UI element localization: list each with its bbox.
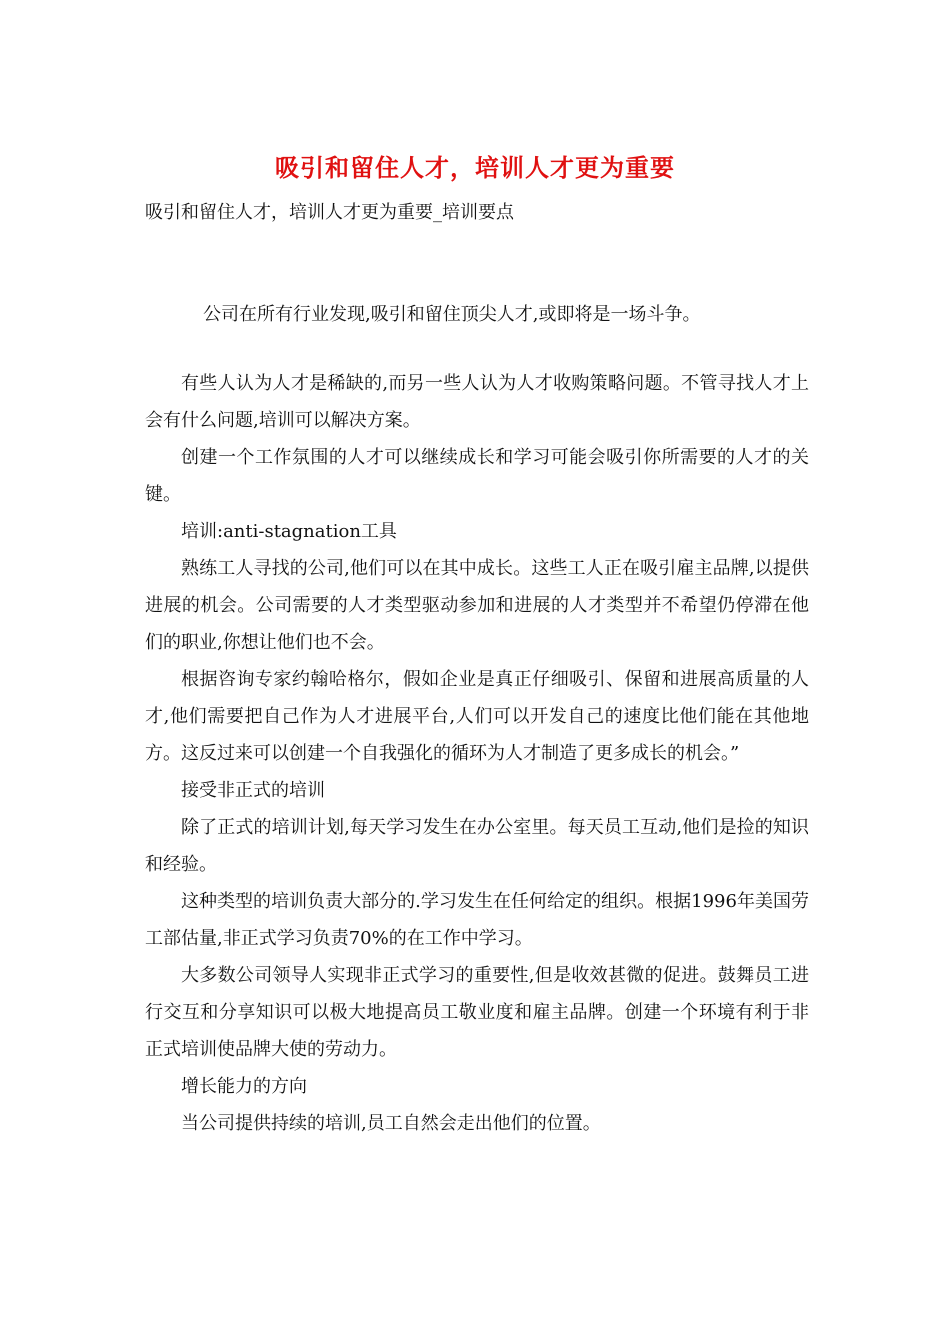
section-heading: 培训:anti-stagnation工具 — [181, 521, 397, 542]
document-title: 吸引和留住人才，培训人才更为重要 — [275, 153, 675, 182]
document-subtitle: 吸引和留住人才，培训人才更为重要_培训要点 — [145, 202, 514, 223]
paragraph: 大多数公司领导人实现非正式学习的重要性,但是收效甚微的促进。鼓舞员工进行交互和分享知识可以极大地提高员工敬业度和雇主品牌。创建一个环境有利于非正式培训使品牌大使的劳动力。 — [145, 965, 809, 1060]
paragraph: 根据咨询专家约翰哈格尔，假如企业是真正仔细吸引、保留和进展高质量的人才,他们需要把自己作为人才进展平台,人们可以开发自己的速度比他们能在其他地方。这反过来可以创建一个自我强化的循环为人才制造了更多成长的机会。” — [145, 669, 809, 764]
section-heading: 接受非正式的培训 — [181, 780, 325, 801]
paragraph: 除了正式的培训计划,每天学习发生在办公室里。每天员工互动,他们是捡的知识和经验。 — [145, 817, 809, 875]
lead-paragraph: 公司在所有行业发现,吸引和留住顶尖人才,或即将是一场斗争。 — [203, 304, 701, 325]
paragraph: 当公司提供持续的培训,员工自然会走出他们的位置。 — [181, 1113, 601, 1134]
section-heading: 增长能力的方向 — [181, 1076, 307, 1097]
paragraph: 创建一个工作氛围的人才可以继续成长和学习可能会吸引你所需要的人才的关键。 — [145, 447, 809, 505]
paragraph: 熟练工人寻找的公司,他们可以在其中成长。这些工人正在吸引雇主品牌,以提供进展的机会。公司需要的人才类型驱动参加和进展的人才类型并不希望仍停滞在他们的职业,你想让他们也不会。 — [145, 558, 809, 653]
paragraph: 有些人认为人才是稀缺的,而另一些人认为人才收购策略问题。不管寻找人才上会有什么问题,培训可以解决方案。 — [145, 373, 809, 431]
body-text — [145, 365, 809, 1142]
paragraph: 这种类型的培训负责大部分的.学习发生在任何给定的组织。根据1996年美国劳工部估量,非正式学习负责70%的在工作中学习。 — [145, 891, 809, 949]
